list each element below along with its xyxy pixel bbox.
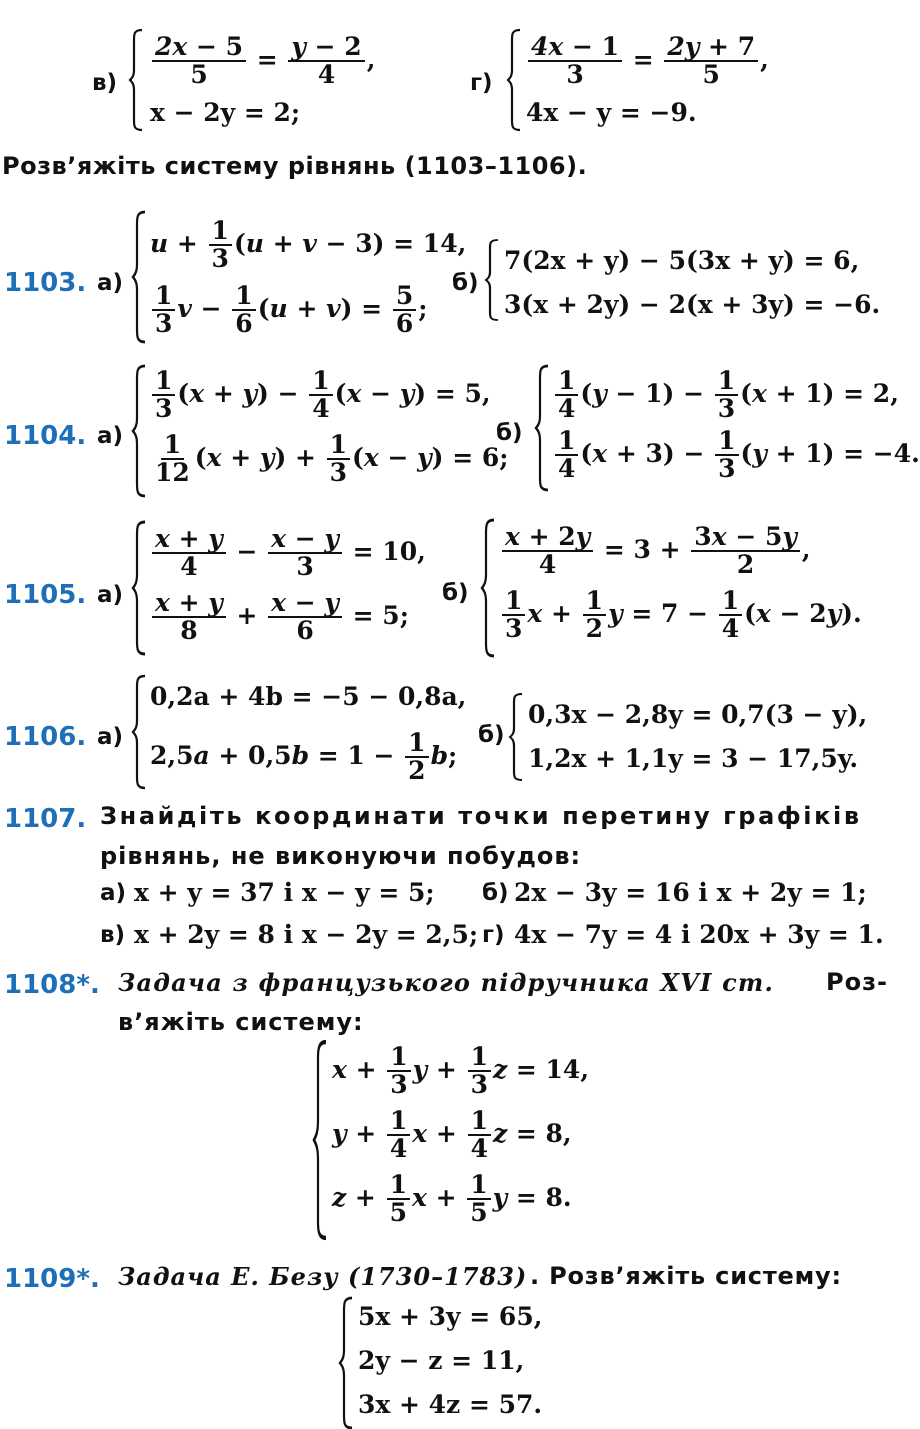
part-label-a: а) <box>97 423 124 449</box>
system-brace <box>130 30 146 130</box>
problem-1105b-eq2: $\frac{1}{3}$ x + $\frac{1}{2}$ y = 7 − $\frac{1}{4}$ (x − 2y). <box>500 588 862 643</box>
problem-1109-eq2: 2y − z = 11, <box>358 1346 525 1375</box>
problem-1106a-eq1: 0,2a + 4b = −5 − 0,8a, <box>150 682 467 711</box>
problem-1107a-expr: x + y = 37 і x − y = 5; <box>134 878 435 907</box>
system-brace <box>536 366 552 490</box>
problem-1105a-eq2: $\frac{x + y}{8}$ + $\frac{x - y}{6}$ = 5; <box>150 590 409 645</box>
part-label-b: б) <box>478 722 505 748</box>
system-brace <box>508 30 524 130</box>
problem-1109-eq1: 5x + 3y = 65, <box>358 1302 543 1331</box>
problem-1103b-eq2: 3(x + 2y) − 2(x + 3y) = −6. <box>504 290 881 319</box>
system-brace <box>486 240 502 320</box>
system-label-v: в) <box>92 70 118 96</box>
problem-1108-title: Задача з французького підручника XVI ст. <box>118 968 775 997</box>
system-brace <box>133 366 149 496</box>
instruction-text: Розв’яжіть систему рівнянь (1103–1106). <box>2 152 588 180</box>
problem-1107-text-line2: рівнянь, не виконуючи побудов: <box>100 842 582 870</box>
problem-number-1103: 1103. <box>4 268 87 298</box>
system-brace <box>314 1042 330 1238</box>
problem-1108-eq2: y + $\frac{1}{4}$ x + $\frac{1}{4}$ z = 8, <box>332 1106 572 1164</box>
problem-1106b-eq2: 1,2x + 1,1y = 3 − 17,5y. <box>528 744 859 773</box>
problem-1103b-eq1: 7(2x + y) − 5(3x + y) = 6, <box>504 246 860 275</box>
problem-1109-title: Задача Е. Безу (1730–1783) <box>118 1262 528 1291</box>
problem-1107-text-line1: Знайдіть координати точки перетину графіків <box>100 802 862 830</box>
part-label-g: г) <box>482 922 505 948</box>
problem-1108-text-line2: в’яжіть систему: <box>118 1008 364 1036</box>
problem-number-1105: 1105. <box>4 580 87 610</box>
part-label-b: б) <box>442 580 469 606</box>
problem-1108-eq3: z + $\frac{1}{5}$ x + $\frac{1}{5}$ y = 8. <box>332 1170 572 1228</box>
problem-1104b-eq2: $\frac{1}{4}$ (x + 3) − $\frac{1}{3}$ (y + 1) = −4. <box>553 428 920 483</box>
part-label-b: б) <box>496 420 523 446</box>
problem-1108-eq1: x + $\frac{1}{3}$ y + $\frac{1}{3}$ z = 14, <box>332 1042 590 1100</box>
system-brace <box>340 1298 356 1428</box>
problem-number-1104: 1104. <box>4 421 87 451</box>
part-label-v: в) <box>100 922 126 948</box>
system-brace <box>482 520 498 656</box>
part-label-b: б) <box>482 880 509 906</box>
problem-1109-text-after: . Розв’яжіть систему: <box>530 1262 842 1290</box>
part-label-a: а) <box>100 880 127 906</box>
problem-1107v-expr: x + 2y = 8 і x − 2y = 2,5; <box>134 920 479 949</box>
problem-1106b-eq1: 0,3x − 2,8y = 0,7(3 − y), <box>528 700 868 729</box>
problem-1104a-eq1: $\frac{1}{3}$ (x + y) − $\frac{1}{4}$ (x − y) = 5, <box>150 368 491 423</box>
problem-1108-text-after: Роз- <box>826 968 888 996</box>
problem-1103a-eq2: $\frac{1}{3}$ v − $\frac{1}{6}$ (u + v) = $\frac{5}{6}$ ; <box>150 283 427 338</box>
part-label-a: а) <box>97 724 124 750</box>
problem-number-1108: 1108*. <box>4 970 100 1000</box>
system-v-eq2: x − 2y = 2; <box>150 98 301 127</box>
problem-1107b-expr: 2x − 3y = 16 і x + 2y = 1; <box>514 878 867 907</box>
system-brace <box>133 212 149 342</box>
system-brace <box>133 676 149 788</box>
part-label-a: а) <box>97 270 124 296</box>
system-g-eq2: 4x − y = −9. <box>526 98 697 127</box>
problem-1109-eq3: 3x + 4z = 57. <box>358 1390 543 1419</box>
problem-1105a-eq1: $\frac{x + y}{4}$ − $\frac{x - y}{3}$ = 10, <box>150 526 426 581</box>
system-g-eq1: $\frac{4x - 1}{3}$ = $\frac{2y + 7}{5}$ , <box>526 34 769 89</box>
problem-1106a-eq2: 2,5a + 0,5b = 1 − $\frac{1}{2}$ b; <box>150 728 458 786</box>
problem-1105b-eq1: $\frac{x + 2y}{4}$ = 3 + $\frac{3x - 5y}{2}$ , <box>500 524 811 579</box>
part-label-b: б) <box>452 270 479 296</box>
problem-1107g-expr: 4x − 7y = 4 і 20x + 3y = 1. <box>514 920 884 949</box>
system-brace <box>133 522 149 654</box>
problem-1103a-eq1: u + $\frac{1}{3}$ (u + v − 3) = 14, <box>150 216 467 274</box>
system-brace <box>510 694 526 780</box>
problem-number-1109: 1109*. <box>4 1264 100 1294</box>
problem-number-1106: 1106. <box>4 722 87 752</box>
system-label-g: г) <box>470 70 493 96</box>
system-v-eq1: $\frac{2x - 5}{5}$ = $\frac{y - 2}{4}$ , <box>150 34 375 89</box>
problem-1104b-eq1: $\frac{1}{4}$ (y − 1) − $\frac{1}{3}$ (x + 1) = 2, <box>553 368 899 423</box>
problem-number-1107: 1107. <box>4 804 87 834</box>
part-label-a: а) <box>97 582 124 608</box>
problem-1104a-eq2: $\frac{1}{12}$ (x + y) + $\frac{1}{3}$ (x − y) = 6; <box>155 430 509 488</box>
